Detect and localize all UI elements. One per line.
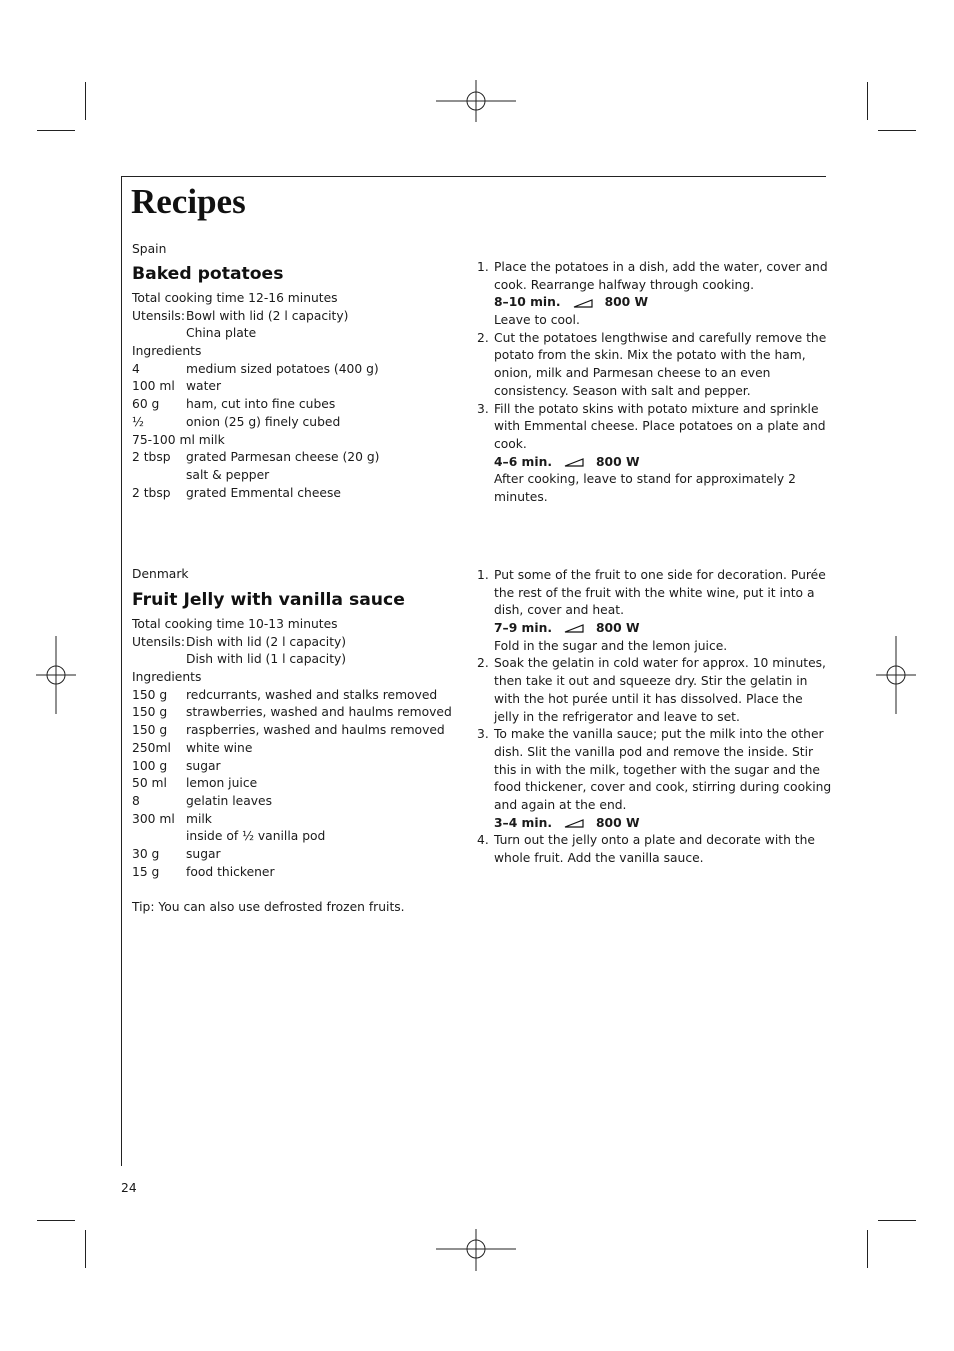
utensils-row xyxy=(132,634,462,652)
cook-power: 800 W xyxy=(604,295,649,310)
ingredient-row xyxy=(132,740,462,758)
recipe-method xyxy=(477,567,832,868)
ingredient-row xyxy=(132,828,462,846)
ingredient-row xyxy=(132,449,462,467)
step-text: dish, cover and heat. xyxy=(494,603,624,618)
step-text: this in with the milk, together with the sugar and the xyxy=(494,762,820,777)
cook-time: 8–10 min. xyxy=(494,295,561,310)
recipe-title: Baked potatoes xyxy=(132,264,284,284)
power-level-icon xyxy=(564,819,584,828)
step-text: cook. xyxy=(494,436,527,451)
ingredient-row xyxy=(132,687,462,705)
utensil-item: China plate xyxy=(186,326,257,341)
ingredient-item: water xyxy=(186,379,222,394)
step-text: with the hot purée until it has dissolved. Place the xyxy=(494,691,803,706)
ingredient-item: lemon juice xyxy=(186,776,258,791)
step-text: potato from the skin. Mix the potato with the ham, xyxy=(494,348,806,363)
step-number: 1. xyxy=(477,260,489,274)
ingredient-item: sugar xyxy=(186,846,221,861)
step-text: Soak the gelatin in cold water for approx. 10 minutes, xyxy=(494,656,826,671)
step-text: and again at the end. xyxy=(494,797,627,812)
recipe-ingredients-block xyxy=(132,616,462,917)
ingredient-item: ham, cut into fine cubes xyxy=(186,397,336,412)
method-step xyxy=(477,330,827,401)
ingredient-item: white wine xyxy=(186,740,253,755)
step-number: 3. xyxy=(477,401,489,416)
step-text: the rest of the fruit with the white wine, put it into a xyxy=(494,585,815,600)
utensils-row xyxy=(132,325,462,343)
registration-mark-icon xyxy=(436,1229,516,1271)
ingredient-item: strawberries, washed and haulms removed xyxy=(186,705,452,720)
utensil-item: Dish with lid (1 l capacity) xyxy=(186,652,347,667)
recipe-method xyxy=(477,259,828,507)
ingredient-qty: 150 g xyxy=(132,723,168,738)
step-text: onion, milk and Parmesan cheese to an even xyxy=(494,366,771,381)
registration-mark-icon xyxy=(876,636,916,714)
ingredient-row xyxy=(132,793,462,811)
ingredient-qty: 100 ml xyxy=(132,379,175,394)
step-number: 3. xyxy=(477,727,489,742)
step-number: 2. xyxy=(477,330,489,345)
ingredient-item: gelatin leaves xyxy=(186,793,273,808)
power-level-icon xyxy=(573,299,593,308)
ingredient-qty xyxy=(132,828,186,846)
ingredient-qty: 100 g xyxy=(132,758,168,773)
cooking-time: Total cooking time 10-13 minutes xyxy=(132,617,338,631)
ingredient-qty: 15 g xyxy=(132,864,160,879)
ingredient-row xyxy=(132,467,462,485)
ingredient-qty xyxy=(132,467,186,485)
ingredient-item: milk xyxy=(186,811,212,826)
ingredient-row xyxy=(132,846,462,864)
ingredient-qty: 60 g xyxy=(132,397,160,412)
cook-power: 800 W xyxy=(596,815,640,830)
step-text: consistency. Season with salt and pepper. xyxy=(494,383,751,398)
cook-time: 7–9 min. xyxy=(494,621,552,636)
utensils-row xyxy=(132,308,462,326)
ingredient-row xyxy=(132,775,462,793)
ingredient-row xyxy=(132,722,462,740)
ingredient-qty: 300 ml xyxy=(132,811,175,826)
ingredient-row xyxy=(132,704,462,722)
registration-mark-icon xyxy=(436,80,516,122)
method-step xyxy=(477,655,826,726)
step-number: 4. xyxy=(477,833,489,848)
tip-text: Tip: You can also use defrosted frozen fruits. xyxy=(132,900,405,914)
recipe-origin: Denmark xyxy=(132,567,189,581)
ingredient-item: raspberries, washed and haulms removed xyxy=(186,723,445,738)
ingredient-item: sugar xyxy=(186,758,221,773)
ingredient-row xyxy=(132,811,462,829)
utensils-label: Utensils: xyxy=(132,308,185,323)
cook-time: 4–6 min. xyxy=(494,454,552,469)
ingredient-row: 75-100 ml milk xyxy=(132,432,225,447)
step-text: To make the vanilla sauce; put the milk into the other xyxy=(494,727,824,742)
ingredient-item: grated Parmesan cheese (20 g) xyxy=(186,450,380,465)
recipe-origin: Spain xyxy=(132,242,167,256)
power-level-icon xyxy=(564,624,584,633)
step-text: Cut the potatoes lengthwise and carefully remove the xyxy=(494,330,827,345)
step-text: Put some of the fruit to one side for decoration. Purée xyxy=(494,568,826,582)
ingredient-row xyxy=(132,864,462,882)
ingredient-row xyxy=(132,414,462,432)
power-setting xyxy=(494,454,807,472)
ingredient-item: grated Emmental cheese xyxy=(186,485,341,500)
step-text: dish. Slit the vanilla pod and remove the inside. Stir xyxy=(494,744,814,759)
registration-mark-icon xyxy=(36,636,76,714)
ingredient-item: onion (25 g) finely cubed xyxy=(186,414,341,429)
step-text: Fold in the sugar and the lemon juice. xyxy=(494,638,728,653)
ingredient-qty: 250ml xyxy=(132,740,171,755)
utensils-row xyxy=(132,651,462,669)
step-text: Fill the potato skins with potato mixture and sprinkle xyxy=(494,401,819,416)
ingredient-qty: 2 tbsp xyxy=(132,485,171,500)
ingredient-qty: 30 g xyxy=(132,846,160,861)
method-step xyxy=(477,401,826,507)
frame-left-rule xyxy=(121,176,122,1166)
step-number: 2. xyxy=(477,656,489,671)
step-text: jelly in the refrigerator and leave to set. xyxy=(494,709,740,724)
ingredient-qty: 4 xyxy=(132,361,140,376)
cooking-time: Total cooking time 12-16 minutes xyxy=(132,291,338,305)
ingredient-row xyxy=(132,485,462,503)
power-level-icon xyxy=(564,458,584,467)
page-title: Recipes xyxy=(131,182,246,221)
ingredient-item: salt & pepper xyxy=(186,467,270,482)
step-text: Turn out the jelly onto a plate and decorate with the xyxy=(494,833,815,848)
ingredient-row xyxy=(132,396,462,414)
recipe-title: Fruit Jelly with vanilla sauce xyxy=(132,590,405,610)
ingredient-item: inside of ½ vanilla pod xyxy=(186,829,326,844)
method-step xyxy=(477,832,815,867)
step-text: food thickener, cover and cook, stirring during cooking xyxy=(494,780,832,795)
ingredient-qty: 2 tbsp xyxy=(132,450,171,465)
ingredient-row xyxy=(132,378,462,396)
frame-top-rule xyxy=(121,176,826,177)
recipe-ingredients-block xyxy=(132,290,462,502)
cook-time: 3–4 min. xyxy=(494,815,552,830)
step-text: After cooking, leave to stand for approximately 2 xyxy=(494,472,796,487)
utensil-item: Bowl with lid (2 l capacity) xyxy=(186,308,349,323)
power-setting xyxy=(494,815,807,833)
utensils-label: Utensils: xyxy=(132,634,185,649)
cook-power: 800 W xyxy=(596,454,640,469)
ingredient-qty: 50 ml xyxy=(132,776,167,791)
method-step xyxy=(477,567,826,655)
ingredient-item: medium sized potatoes (400 g) xyxy=(186,361,379,376)
step-text: minutes. xyxy=(494,489,548,504)
ingredient-row xyxy=(132,361,462,379)
method-step xyxy=(477,726,832,832)
step-number: 1. xyxy=(477,568,489,582)
ingredients-heading: Ingredients xyxy=(132,670,202,685)
ingredients-heading: Ingredients xyxy=(132,344,202,359)
step-text: then take it out and squeeze dry. Stir the gelatin in xyxy=(494,674,808,689)
ingredient-qty: 150 g xyxy=(132,687,168,702)
ingredient-row xyxy=(132,758,462,776)
step-text: Place the potatoes in a dish, add the water, cover and xyxy=(494,260,828,274)
ingredient-item: redcurrants, washed and stalks removed xyxy=(186,687,438,702)
ingredient-item: food thickener xyxy=(186,864,275,879)
step-text: cook. Rearrange halfway through cooking. xyxy=(494,277,755,292)
cook-power: 800 W xyxy=(596,621,640,636)
page-number: 24 xyxy=(121,1181,137,1195)
power-setting xyxy=(494,620,807,638)
step-text: Leave to cool. xyxy=(494,313,580,328)
ingredient-qty: 8 xyxy=(132,793,140,808)
step-text: whole fruit. Add the vanilla sauce. xyxy=(494,851,704,865)
ingredient-qty: ½ xyxy=(132,414,144,429)
method-step xyxy=(477,259,828,330)
ingredient-qty: 150 g xyxy=(132,705,168,720)
step-text: with Emmental cheese. Place potatoes on a plate and xyxy=(494,419,826,434)
power-setting xyxy=(494,294,807,312)
utensil-item: Dish with lid (2 l capacity) xyxy=(186,634,347,649)
